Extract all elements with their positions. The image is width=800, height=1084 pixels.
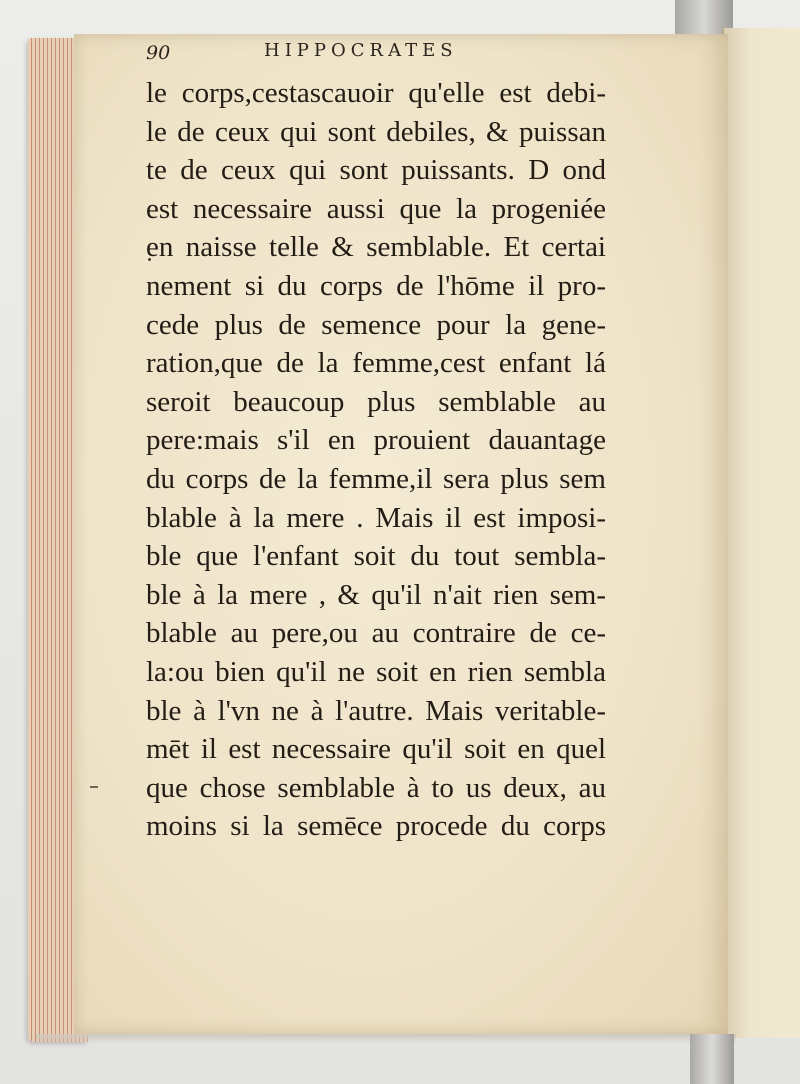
text-line: est necessaire aussi que la progeniée [146, 192, 606, 225]
text-line: blable au pere,ou au contraire de ce- [146, 617, 606, 650]
text-line: te de ceux qui sont puissants. D ond [146, 154, 606, 187]
text-line: ble à la mere , & qu'il n'ait rien sem- [146, 578, 606, 611]
text-line: en naisse telle & semblable. Et certai [146, 231, 606, 264]
text-line: la:ou bien qu'il ne soit en rien sembla [146, 655, 606, 688]
text-line: nement si du corps de l'hōme il pro- [146, 269, 606, 302]
page-shadow [36, 1034, 736, 1044]
page-header [146, 40, 566, 66]
text-line: blable à la mere . Mais il est imposi- [146, 501, 606, 534]
text-line: ble que l'enfant soit du tout sembla- [146, 540, 606, 573]
text-line: mēt il est necessaire qu'il soit en quel [146, 733, 606, 766]
text-line: pere:mais s'il en prouient dauantage [146, 424, 606, 457]
running-head: HIPPOCRATES [264, 40, 458, 61]
body-text [146, 74, 606, 846]
margin-dash [90, 786, 98, 788]
facing-page-edge [722, 28, 800, 1038]
text-line: du corps de la femme,il sera plus sem [146, 462, 606, 495]
text-line: moins si la semēce procede du corps [146, 810, 606, 843]
text-line: ration,que de la femme,cest enfant lá [146, 347, 606, 380]
text-line: cede plus de semence pour la gene- [146, 308, 606, 341]
text-line: le corps,cestascauoir qu'elle est debi- [146, 77, 606, 109]
text-line: le de ceux qui sont debiles, & puissan [146, 115, 606, 148]
text-line: que chose semblable à to us deux, au [146, 771, 606, 804]
text-line: seroit beaucoup plus semblable au [146, 385, 606, 418]
text-line: ble à l'vn ne à l'autre. Mais veritable- [146, 694, 606, 727]
bottom-clip [690, 1034, 734, 1084]
page-number: 90 [146, 42, 171, 64]
